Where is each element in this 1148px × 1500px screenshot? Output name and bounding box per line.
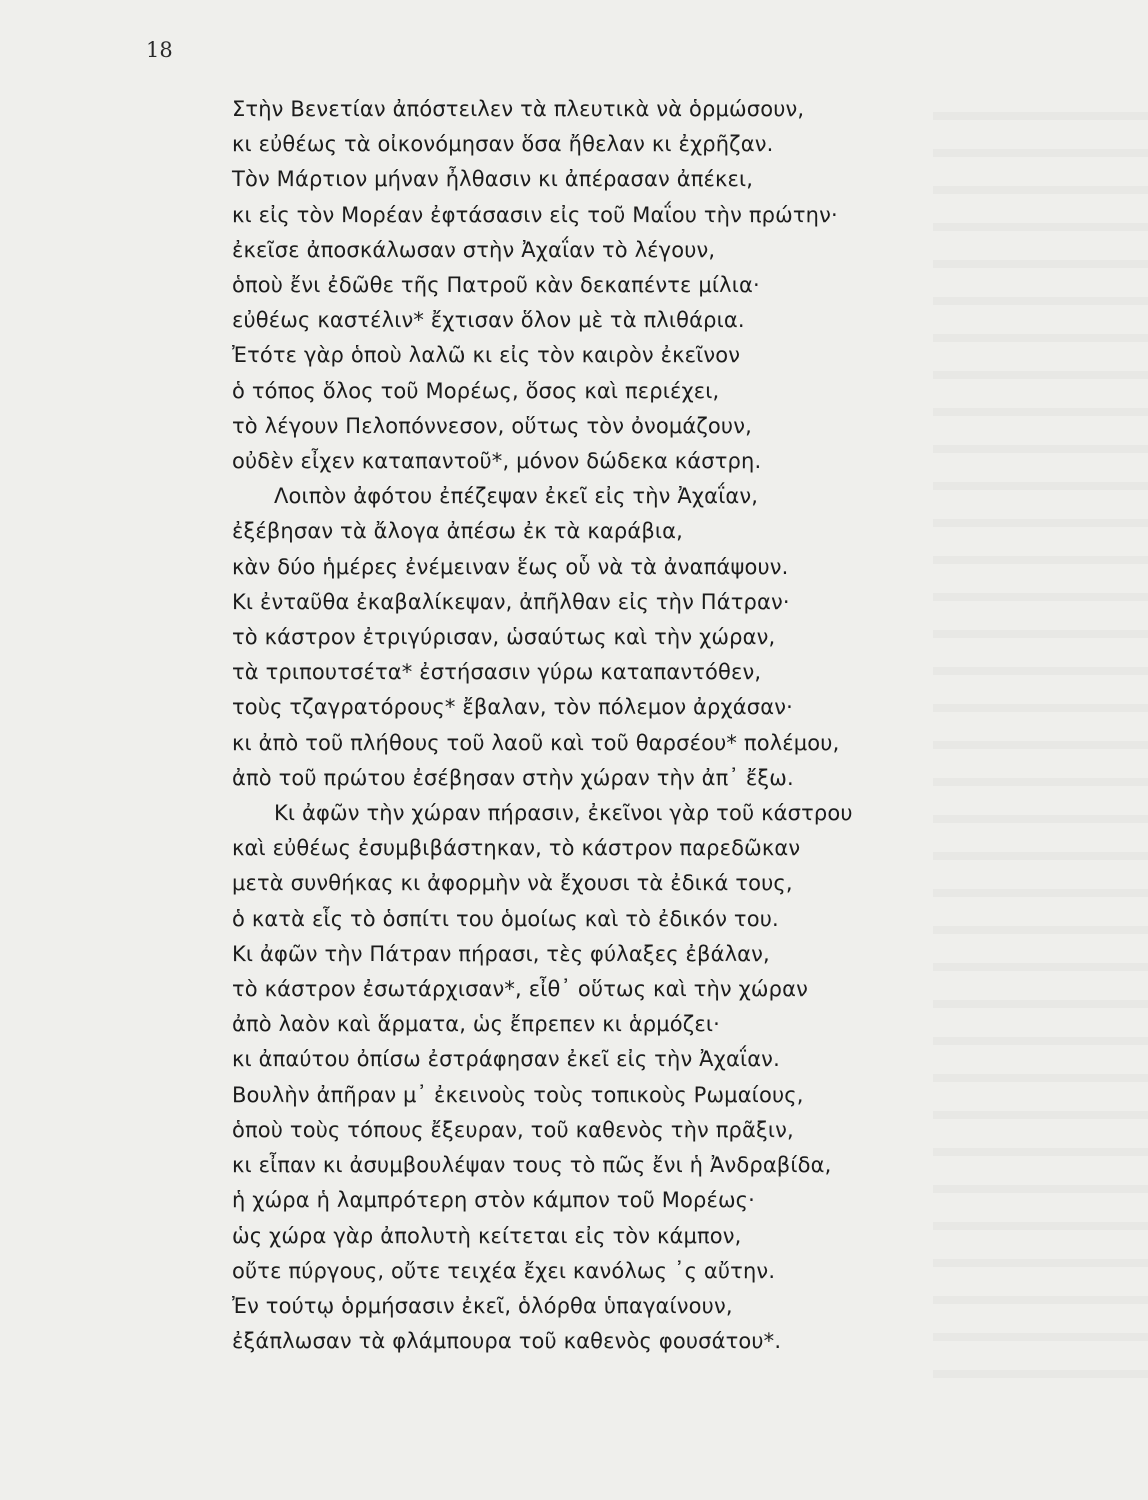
poem-text (232, 92, 1052, 1359)
verse-line: ἀπὸ λαὸν καὶ ἅρματα, ὡς ἔπρεπεν κι ἁρμόζει· (232, 1012, 720, 1037)
verse-line: κι εἶπαν κι ἀσυμβουλέψαν τους τὸ πῶς ἔνι ἡ Ἀνδραβίδα, (232, 1153, 832, 1178)
verse-line: τοὺς τζαγρατόρους* ἔβαλαν, τὸν πόλεμον ἀρχάσαν· (232, 695, 793, 720)
verse-line: ἐξάπλωσαν τὰ φλάμπουρα τοῦ καθενὸς φουσάτου*. (232, 1329, 782, 1354)
verse-line: τὸ κάστρον ἐσωτάρχισαν*, εἶθ᾽ οὕτως καὶ τὴν χώραν (232, 977, 808, 1002)
verse-line: Βουλὴν ἀπῆραν μ᾽ ἐκεινοὺς τοὺς τοπικοὺς Ρωμαίους, (232, 1082, 804, 1107)
verse-line: οὔτε πύργους, οὔτε τειχέα ἔχει κανόλως ᾽ς αὔτην. (232, 1258, 776, 1283)
verse-line: Ἐτότε γὰρ ὁπoὺ λαλῶ κι εἰς τὸν καιρὸν ἐκεῖνον (232, 343, 741, 368)
verse-line: κι εἰς τὸν Μορέαν ἐφτάσασιν εἰς τοῦ Μαΐου τὴν πρώτην· (232, 202, 838, 227)
verse-line: κι εὐθέως τὰ οἰκονόμησαν ὅσα ἤθελαν κι ἐχρῆζαν. (232, 132, 774, 157)
verse-line: καὶ εὐθέως ἐσυμβιβάστηκαν, τὸ κάστρον παρεδῶκαν (232, 836, 801, 861)
verse-line: Στὴν Βενετίαν ἀπόστειλεν τὰ πλευτικὰ νὰ ὁρμώσουν, (232, 97, 805, 121)
verse-line: Κι ἀφῶν τὴν χώραν πήρασιν, ἐκεῖνοι γὰρ τοῦ κάστρου (274, 801, 853, 826)
verse-line: ὡς χώρα γὰρ ἀπολυτὴ κείτεται εἰς τὸν κάμπον, (232, 1223, 742, 1248)
verse-line: οὐδὲν εἶχεν καταπαντοῦ*, μόνον δώδεκα κάστρη. (232, 449, 762, 474)
verse-line: ἐξέβησαν τὰ ἄλογα ἀπέσω ἐκ τὰ καράβια, (232, 519, 683, 544)
verse-line: εὐθέως καστέλιν* ἔχτισαν ὅλον μὲ τὰ πλιθάρια. (232, 308, 745, 333)
verse-line: ὁποὺ ἔνι ἐδῶθε τῆς Πατροῦ κὰν δεκαπέντε μίλια· (232, 273, 760, 298)
verse-line: κι ἀπαύτου ὀπίσω ἐστράφησαν ἐκεῖ εἰς τὴν Ἀχαΐαν. (232, 1047, 780, 1072)
verse-line: ἀπὸ τοῦ πρώτου ἐσέβησαν στὴν χώραν τὴν ἀπ᾽ ἔξω. (232, 765, 794, 790)
verse-line: τὸ κάστρον ἐτριγύρισαν, ὡσαύτως καὶ τὴν χώραν, (232, 625, 776, 650)
verse-line: τὸ λέγουν Πελοπόννεσον, οὕτως τὸν ὀνομάζουν, (232, 413, 752, 438)
verse-line: κι ἀπὸ τοῦ πλήθους τοῦ λαοῦ καὶ τοῦ θαρσέου* πολέμου, (232, 730, 840, 755)
verse-line: Ἐν τούτῳ ὁρμήσασιν ἐκεῖ, ὁλόρθα ὑπαγαίνουν, (232, 1293, 733, 1318)
verse-line: ὁ τόπος ὅλος τοῦ Μορέως, ὅσος καὶ περιέχει, (232, 378, 720, 403)
verse-line: Τὸν Μάρτιον μήναν ἦλθασιν κι ἀπέρασαν ἀπέκει, (232, 167, 754, 192)
verse-line: Κι ἐνταῦθα ἐκαβαλίκεψαν, ἀπῆλθαν εἰς τὴν Πάτραν· (232, 589, 790, 614)
verse-line: Λοιπὸν ἀφότου ἐπέζεψαν ἐκεῖ εἰς τὴν Ἀχαΐαν, (274, 484, 759, 509)
page-number: 18 (146, 38, 173, 62)
verse-line: Κι ἀφῶν τὴν Πάτραν πήρασι, τὲς φύλαξες ἐβάλαν, (232, 941, 770, 966)
verse-line: ὁ κατὰ εἷς τὸ ὁσπίτι του ὁμοίως καὶ τὸ ἐδικόν του. (232, 906, 779, 931)
verse-line: τὰ τριπουτσέτα* ἐστήσασιν γύρω καταπαντόθεν, (232, 660, 762, 685)
verse-line: ὁποὺ τοὺς τόπους ἔξευραν, τοῦ καθενὸς τὴν πρᾶξιν, (232, 1117, 794, 1142)
verse-line: ἡ χώρα ἡ λαμπρότερη στὸν κάμπον τοῦ Μορέως· (232, 1188, 755, 1213)
verse-line: μετὰ συνθήκας κι ἀφορμὴν νὰ ἔχουσι τὰ ἐδικά τους, (232, 871, 793, 896)
verse-line: κὰν δύο ἡμέρες ἐνέμειναν ἕως οὗ νὰ τὰ ἀναπάψουν. (232, 554, 789, 579)
verse-line: ἐκεῖσε ἀποσκάλωσαν στὴν Ἀχαΐαν τὸ λέγουν, (232, 237, 716, 262)
